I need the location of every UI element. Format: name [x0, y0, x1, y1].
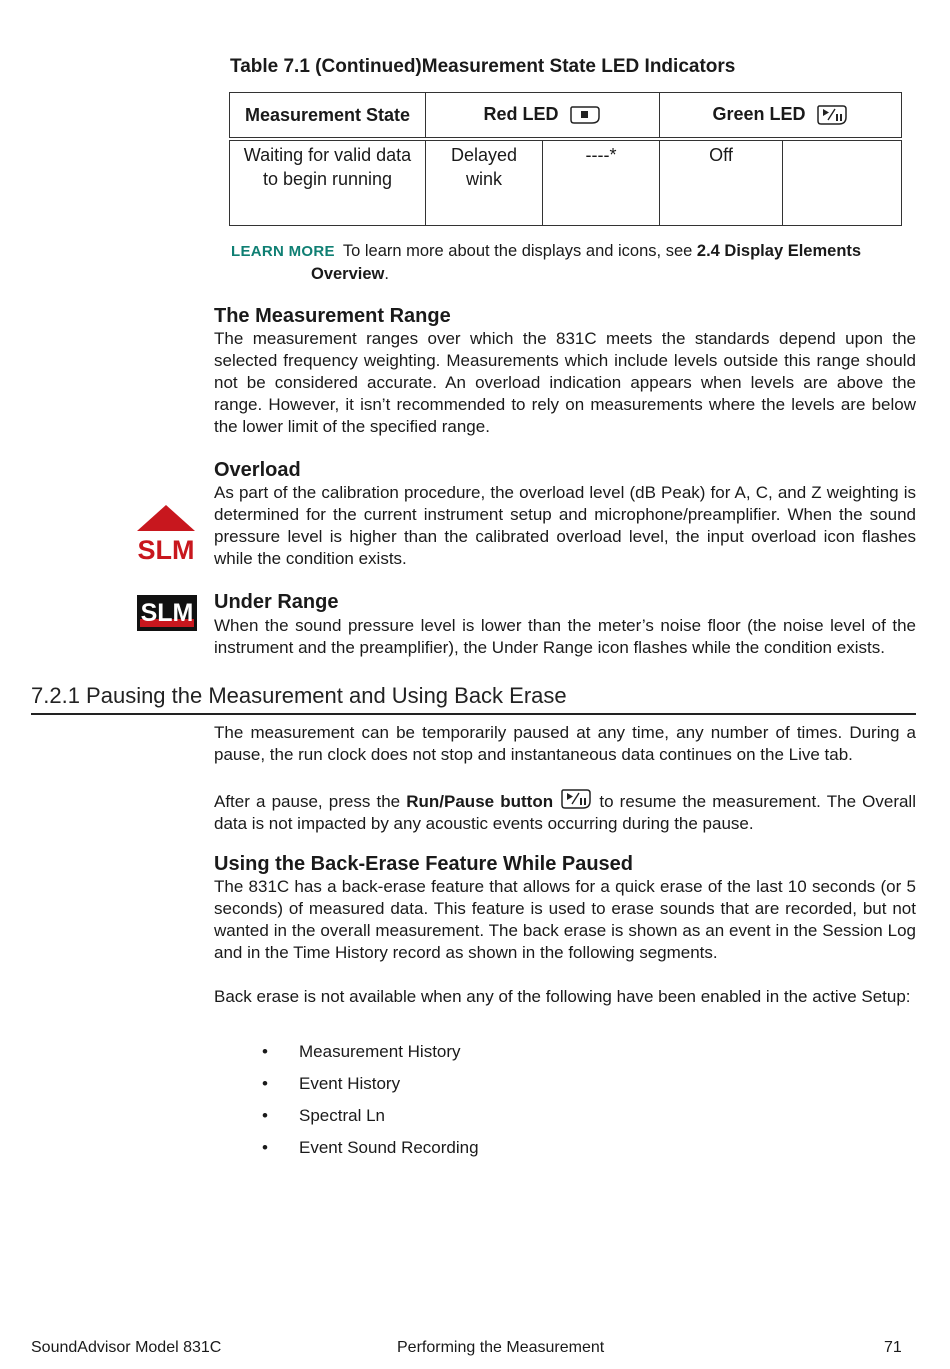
list-item: • Event History	[262, 1072, 479, 1104]
learn-more-link[interactable]: 2.4 Display Elements	[696, 242, 862, 260]
back-erase-paragraph-2: Back erase is not available when any of the following have been enabled in the active Setup:	[214, 987, 911, 1006]
cell-state: Waiting for valid data to begin running	[230, 139, 426, 226]
cell-green-led-2	[783, 139, 902, 226]
list-item: • Event Sound Recording	[262, 1136, 479, 1168]
pause-paragraph-2: After a pause, press the Run/Pause button to resume the measurement. The Overall data is not impacted by any acoustic events occurring during the pause.	[214, 787, 916, 835]
bullet-icon: •	[262, 1138, 268, 1157]
cell-red-led-1: Delayed wink	[426, 139, 543, 226]
disabled-features-list	[262, 1040, 479, 1168]
cell-red-led-2: ----*	[543, 139, 660, 226]
footer-chapter: Performing the Measurement	[397, 1339, 605, 1356]
list-item: • Spectral Ln	[262, 1104, 479, 1136]
footer-product: SoundAdvisor Model 831C	[31, 1339, 222, 1356]
table-row	[230, 139, 902, 226]
overload-heading: Overload	[214, 459, 301, 481]
svg-text:SLM: SLM	[140, 599, 194, 627]
list-item: • Measurement History	[262, 1040, 479, 1072]
stop-button-icon	[568, 104, 602, 126]
under-range-heading: Under Range	[214, 591, 339, 613]
bullet-icon: •	[262, 1106, 268, 1125]
learn-more-link-cont[interactable]: Overview	[311, 265, 385, 283]
back-erase-heading: Using the Back-Erase Feature While Paused	[214, 853, 634, 875]
table-header-row	[230, 93, 902, 140]
overload-text: As part of the calibration procedure, the overload level (dB Peak) for A, C, and Z weighting is determined for the current instrument setup and microphone/preamplifier. When the sound pressure level is higher than the calibrated overload level, the input overload icon flashes while the condition exists.	[214, 483, 916, 568]
run-pause-icon-inline	[559, 787, 593, 811]
pause-paragraph-1: The measurement can be temporarily paused at any time, any number of times. During a pause, the run clock does not stop and instantaneous data continues on the Live tab.	[214, 723, 916, 764]
learn-more-note: LEARN MORE To learn more about the displays and icons, see 2.4 Display Elements Overview.	[231, 242, 862, 283]
measurement-range-text: The measurement ranges over which the 831C meets the standards depend upon the selected frequency weighting. Measurements which include levels outside this range should not be considered accurate. An overload indication appears when levels are above the range. However, it isn’t recommended to rely on measurements where the levels are below the lower limit of the specified range.	[214, 329, 916, 436]
footer-page-number: 71	[884, 1339, 902, 1356]
bullet-icon: •	[262, 1074, 268, 1093]
bullet-icon: •	[262, 1042, 268, 1061]
header-measurement-state: Measurement State	[230, 93, 426, 140]
section-heading: 7.2.1 Pausing the Measurement and Using Back Erase	[31, 683, 916, 715]
learn-more-tag: LEARN MORE	[231, 243, 335, 260]
cell-green-led-1: Off	[660, 139, 783, 226]
header-green-led: Green LED	[660, 93, 902, 140]
overload-icon	[135, 503, 197, 565]
table-caption: Table 7.1 (Continued)Measurement State LED Indicators	[230, 56, 736, 77]
led-indicator-table	[229, 92, 902, 226]
header-red-led: Red LED	[426, 93, 660, 140]
back-erase-paragraph-1: The 831C has a back-erase feature that allows for a quick erase of the last 10 seconds (or 5 seconds) of measured data. This feature is used to erase sounds that are recorded, but not wanted in the overall measurement. The back erase is shown as an event in the Session Log and in the Time History record as shown in the following segments.	[214, 877, 916, 962]
svg-text:SLM: SLM	[137, 535, 195, 565]
measurement-range-heading: The Measurement Range	[214, 305, 451, 327]
under-range-text: When the sound pressure level is lower than the meter’s noise floor (the noise level of the instrument and the preamplifier), the Under Range icon flashes while the condition exists.	[214, 616, 916, 657]
run-pause-icon	[815, 103, 849, 127]
under-range-icon	[137, 595, 197, 631]
